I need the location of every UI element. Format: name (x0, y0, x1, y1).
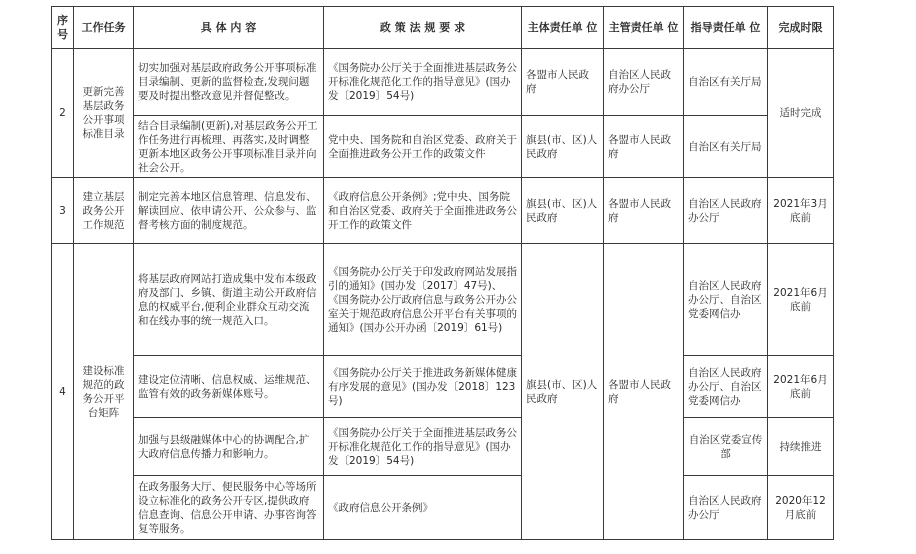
row4c-deadline: 持续推进 (768, 418, 834, 476)
row4d-guide-unit: 自治区人民政府办公厅 (684, 476, 768, 540)
row4b-guide-unit: 自治区人民政府办公厅、自治区党委网信办 (684, 356, 768, 418)
table-row (52, 49, 834, 116)
row2-deadline: 适时完成 (768, 49, 834, 178)
row4b-policy: 《国务院办公厅关于推进政务新媒体健康有序发展的意见》(国办发〔2018〕123号) (324, 356, 522, 418)
row3-task: 建立基层政务公开工作规范 (74, 178, 134, 244)
row4c-policy: 《国务院办公厅关于全面推进基层政务公开标准化规范化工作的指导意见》(国办发〔2019〕54号) (324, 418, 522, 476)
row4a-policy: 《国务院办公厅关于印发政府网站发展指引的通知》(国办发〔2017〕47号)、《国务院办公厅政府信息与政务公开办公室关于规范政府信息公开平台有关事项的通知》(国办公开办函〔2019〕61号) (324, 244, 522, 356)
row2a-main-unit: 各盟市人民政府 (522, 49, 604, 116)
row4a-content: 将基层政府网站打造成集中发布本级政府及部门、乡镇、街道主动公开政府信息的权威平台,便利企业群众互动交流和在线办事的统一规范入口。 (134, 244, 324, 356)
row3-seq: 3 (52, 178, 74, 244)
table-row (52, 116, 834, 178)
row2-task: 更新完善基层政务公开事项标准目录 (74, 49, 134, 178)
row4b-deadline: 2021年6月底前 (768, 356, 834, 418)
row2a-content: 切实加强对基层政府政务公开事项标准目录编制、更新的监督检查,发现问题要及时提出整改意见并督促整改。 (134, 49, 324, 116)
row3-main-unit: 旗县(市、区)人民政府 (522, 178, 604, 244)
header-seq: 序号 (52, 7, 74, 49)
row3-policy: 《政府信息公开条例》;党中央、国务院和自治区党委、政府关于全面推进政务公开工作的政策文件 (324, 178, 522, 244)
row4c-guide-unit: 自治区党委宣传部 (684, 418, 768, 476)
table-row (52, 418, 834, 476)
table-row (52, 244, 834, 356)
row2a-policy: 《国务院办公厅关于全面推进基层政务公开标准化规范化工作的指导意见》(国办发〔2019〕54号) (324, 49, 522, 116)
table-row (52, 476, 834, 540)
row4a-guide-unit: 自治区人民政府办公厅、自治区党委网信办 (684, 244, 768, 356)
table-header-row (52, 7, 834, 49)
row3-supervisor-unit: 各盟市人民政府 (604, 178, 684, 244)
row2-seq: 2 (52, 49, 74, 178)
row4c-content: 加强与县级融媒体中心的协调配合,扩大政府信息传播力和影响力。 (134, 418, 324, 476)
policy-task-table (51, 6, 834, 540)
row3-deadline: 2021年3月底前 (768, 178, 834, 244)
table-row (52, 178, 834, 244)
row2b-content: 结合目录编制(更新),对基层政务公开工作任务进行再梳理、再落实,及时调整更新本地区政务公开事项标准目录并向社会公开。 (134, 116, 324, 178)
header-guide-unit: 指导责任单 位 (684, 7, 768, 49)
row4d-policy: 《政府信息公开条例》 (324, 476, 522, 540)
row4-supervisor-unit: 各盟市人民政府 (604, 244, 684, 540)
row2b-policy: 党中央、国务院和自治区党委、政府关于全面推进政务公开工作的政策文件 (324, 116, 522, 178)
row2b-guide-unit: 自治区有关厅局 (684, 116, 768, 178)
row4-seq: 4 (52, 244, 74, 540)
row4-task: 建设标准规范的政务公开平台矩阵 (74, 244, 134, 540)
row3-content: 制定完善本地区信息管理、信息发布、解读回应、依申请公开、公众参与、监督考核方面的制度规范。 (134, 178, 324, 244)
header-main-unit: 主体责任单 位 (522, 7, 604, 49)
header-policy: 政 策 法 规 要 求 (324, 7, 522, 49)
row4a-deadline: 2021年6月底前 (768, 244, 834, 356)
row2b-supervisor-unit: 各盟市人民政府 (604, 116, 684, 178)
header-deadline: 完成时限 (768, 7, 834, 49)
table-row (52, 356, 834, 418)
header-task: 工作任务 (74, 7, 134, 49)
row3-guide-unit: 自治区人民政府办公厅 (684, 178, 768, 244)
header-content: 具 体 内 容 (134, 7, 324, 49)
row4d-content: 在政务服务大厅、便民服务中心等场所设立标准化的政务公开专区,提供政府信息查询、信息公开申请、办事咨询答复等服务。 (134, 476, 324, 540)
row4d-deadline: 2020年12月底前 (768, 476, 834, 540)
row4b-content: 建设定位清晰、信息权威、运维规范、监管有效的政务新媒体账号。 (134, 356, 324, 418)
row2a-supervisor-unit: 自治区人民政府办公厅 (604, 49, 684, 116)
row4-main-unit: 旗县(市、区)人民政府 (522, 244, 604, 540)
row2a-guide-unit: 自治区有关厅局 (684, 49, 768, 116)
row2b-main-unit: 旗县(市、区)人民政府 (522, 116, 604, 178)
header-supervisor-unit: 主管责任单 位 (604, 7, 684, 49)
